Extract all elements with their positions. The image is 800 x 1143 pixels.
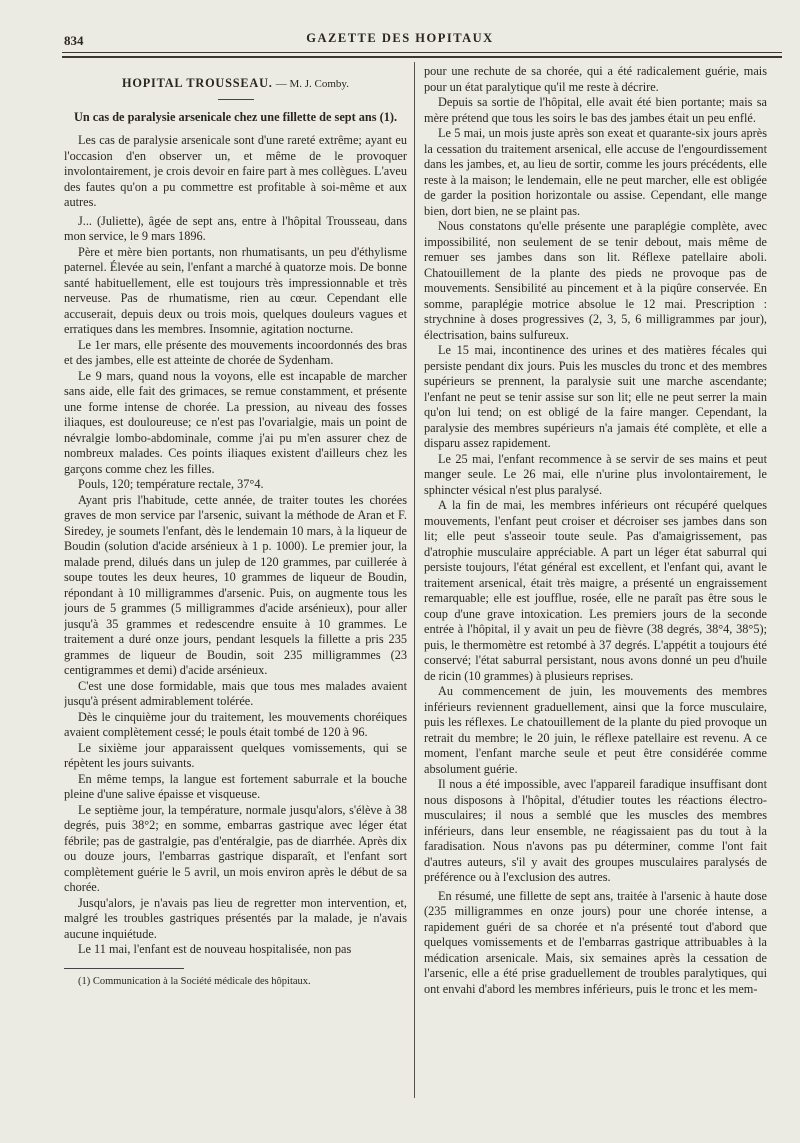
paragraph: Le 1er mars, elle présente des mouvements incoordonnés des bras et des jambes, elle est atteinte de chorée de Sydenham. bbox=[64, 337, 407, 367]
paragraph: Le 25 mai, l'enfant recommence à se servir de ses mains et peut manger seule. Le 26 mai, elle n'urine plus involontairement, le sphincter vésical n'est plus paralysé. bbox=[424, 451, 767, 497]
paragraph: En même temps, la langue est fortement saburrale et la bouche pleine d'une salive épaisse et visqueuse. bbox=[64, 771, 407, 801]
author-name: — M. J. Comby. bbox=[275, 78, 349, 90]
paragraph: J... (Juliette), âgée de sept ans, entre à l'hôpital Trousseau, dans mon service, le 9 mars 1896. bbox=[64, 213, 407, 243]
paragraph: Nous constatons qu'elle présente une paraplégie complète, avec impossibilité, non seulement de se tenir debout, mais même de remuer ses jambes dans son lit. Réflexe patellaire aboli. Chatouillement de la plante des pieds ne provoque pas de mouvements. Sensibilité au pincement et à la piqûre conservée. En somme, paraplégie motrice absolue le 12 mai. Prescription : strychnine à doses progressives (2, 3, 5, 6 milligrammes par jour), électrisation, bains sulfureux. bbox=[424, 219, 767, 342]
paragraph: Père et mère bien portants, non rhumatisants, un peu d'éthylisme paternel. Élevée au sein, l'enfant a marché à quatorze mois. De bonne santé habituellement, elle est toujours très impressionnable et très nerveuse. Pas de rhumatisme, rien au cœur. Cependant elle accuserait, depuis deux ou trois mois, quelques douleurs vagues et erratiques dans les membres. Insomnie, agitation nocturne. bbox=[64, 244, 407, 336]
hospital-heading bbox=[64, 76, 407, 93]
title-rule bbox=[218, 99, 254, 100]
paragraph: Le 15 mai, incontinence des urines et des matières fécales qui persiste pendant dix jours. Puis les muscles du tronc et des membres supérieurs se prennent, la paralysie suit une marche ascendante; l'enfant ne peut se tenir assise sur son lit; elle ne peut serrer la main qu'on lui tend; on est obligé de la faire manger. Cependant, la paralysie des membres supérieurs n'a jamais été complète, et elle a disparu assez rapidement. bbox=[424, 343, 767, 450]
paragraph: Pouls, 120; température rectale, 37°4. bbox=[78, 477, 264, 491]
paragraph: Le 11 mai, l'enfant est de nouveau hospitalisée, non pas bbox=[78, 942, 352, 956]
paragraph: Jusqu'alors, je n'avais pas lieu de regretter mon intervention, et, malgré les troubles gastriques présentés par la malade, je n'avais aucune inquiétude. bbox=[64, 895, 407, 941]
paragraph: Ayant pris l'habitude, cette année, de traiter toutes les chorées graves de mon service par l'arsenic, suivant la méthode de Aran et F. Siredey, je soumets l'enfant, dès le lendemain 10 mars, à la liqueur de Boudin (solution d'acide arsénieux à 1 p. 1000). Le premier jour, la malade prend, dilués dans un julep de 120 grammes, par cuillerée à soupe toutes les deux heures, 10 grammes de liqueur de Boudin, répondant à 10 milligrammes d'arsenic. Puis, on augmente tous les jours de 5 grammes (5 milligrammes d'acide arsénieux), pour aller jusqu'à 35 grammes et redescendre ensuite à 10 grammes. Le traitement a duré onze jours, pendant lesquels la fillette a pris 235 grammes de liqueur de Boudin, soit 235 milligrammes (23 centigrammes et demi) d'acide arsénieux. bbox=[64, 492, 407, 677]
paragraph: Dès le cinquième jour du traitement, les mouvements choréiques avaient complètement cessé; le pouls était tombé de 120 à 96. bbox=[64, 709, 407, 739]
column-divider bbox=[414, 62, 415, 1098]
paragraph: Depuis sa sortie de l'hôpital, elle avait été bien portante; mais sa mère prétend que tous les soirs le bas des jambes était un peu enflé. bbox=[424, 95, 767, 125]
paragraph: Au commencement de juin, les mouvements des membres inférieurs reviennent graduellement, ainsi que la force musculaire, puis les réflexes. Le chatouillement de la plante du pied provoque un retrait du membre; le 20 juin, le réflexe patellaire est revenu. A ce moment, l'enfant marche seule et peut être considérée comme absolument guérie. bbox=[424, 684, 767, 776]
paragraph: Le septième jour, la température, normale jusqu'alors, s'élève à 38 degrés, puis 38°2; en somme, embarras gastrique avec léger état fébrile; pas de gastralgie, pas d'entéralgie, pas de diarrhée. Après dix ou douze jours, l'embarras gastrique disparaît, et l'enfant sort complètement guérie le 5 avril, un mois environ après le début de sa chorée. bbox=[64, 802, 407, 894]
paragraph: C'est une dose formidable, mais que tous mes malades avaient jusqu'à présent admirablement tolérée. bbox=[64, 678, 407, 708]
footnote-rule bbox=[64, 968, 184, 969]
paragraph: A la fin de mai, les membres inférieurs ont récupéré quelques mouvements, l'enfant peut croiser et décroiser ses jambes dans son lit; elle peut s'asseoir toute seule. Pas d'amaigrissement, pas d'atrophie musculaire appréciable. A part un léger état saburral qui persiste toujours, l'état général est excellent, et l'enfant qui, avant le traitement arsenical, était très maigre, a présenté un engraissement remarquable; elle est joufflue, rosée, elle ne paraît pas être sous le coup d'une grave intoxication. Les premiers jours de la seconde entrée à l'hôpital, il y avait un peu de fièvre (38 degrés, 38°4, 38°5); puis, le thermomètre est retombé à 37 degrés. L'appétit a toujours été conservé; l'état saburral persistant, nous avons donné un peu d'huile de ricin (10 grammes) à plusieurs reprises. bbox=[424, 498, 767, 683]
header-rule bbox=[62, 52, 782, 53]
page-number: 834 bbox=[64, 33, 84, 48]
paragraph: Le 5 mai, un mois juste après son exeat et quarante-six jours après la cessation du traitement arsenical, elle accuse de l'engourdissement dans les jambes, et, au lieu de sortir, comme les jours précédents, elle reste à la maison; le lendemain, elle ne peut marcher, elle est obligée de garder la position horizontale ou assise. Cependant, elle mange bien, dort bien, ne se plaint pas. bbox=[424, 126, 767, 218]
right-column bbox=[424, 64, 767, 1094]
header-rule-thick bbox=[62, 56, 782, 58]
article-title: Un cas de paralysie arsenicale chez une fillette de sept ans (1). bbox=[73, 109, 398, 124]
hospital-name: HOPITAL TROUSSEAU. bbox=[122, 76, 273, 90]
paragraph: pour une rechute de sa chorée, qui a été radicalement guérie, mais pour un état paralytique qu'il me reste à décrire. bbox=[424, 64, 767, 94]
paragraph: Le sixième jour apparaissent quelques vomissements, qui se répètent les jours suivants. bbox=[64, 740, 407, 770]
paragraph: Il nous a été impossible, avec l'appareil faradique insuffisant dont nous disposons à l'hôpital, d'étudier toutes les réactions électro-musculaires; il nous a semblé que les muscles des membres inférieurs, dans leur ensemble, ne réagissaient pas du tout à la faradisation. Nous n'avons pas pu déterminer, comme l'ont fait d'autres auteurs, s'il y avait des groupes musculaires paralysés de préférence ou à l'exclusion des autres. bbox=[424, 777, 767, 884]
left-column bbox=[64, 64, 407, 1094]
paragraph: Les cas de paralysie arsenicale sont d'une rareté extrême; ayant eu l'occasion d'en observer un, et même de le provoquer involontairement, je crois devoir en faire part à mes collègues. L'aveu des fautes qu'on a pu commettre est profitable à soi-même et aux autres. bbox=[64, 133, 407, 209]
paragraph: Le 9 mars, quand nous la voyons, elle est incapable de marcher sans aide, elle fait des grimaces, se remue constamment, et présente une forme intense de chorée. La pression, au niveau des fosses iliaques, est douloureuse; ce n'est pas l'ovarialgie, mais un point de névralgie lombo-abdominale, comme j'ai pu m'en assurer chez de nombreux malades. Ces points iliaques existent d'ailleurs chez les garçons comme chez les filles. bbox=[64, 368, 407, 476]
footnote: (1) Communication à la Société médicale des hôpitaux. bbox=[78, 975, 311, 987]
running-title: GAZETTE DES HOPITAUX bbox=[306, 31, 494, 45]
paragraph: En résumé, une fillette de sept ans, traitée à l'arsenic à haute dose (235 milligrammes en onze jours) pour une chorée intense, a rapidement guéri de sa chorée et n'a présenté tout d'abord que quelques vomissements et de l'embarras gastrique attribuables à la médication arsenicale. Mais, six semaines après la cessation de l'arsenic, elle a été prise graduellement de troubles paralytiques, qui ont envahi d'abord les membres inférieurs, puis le tronc et les mem- bbox=[424, 888, 767, 996]
